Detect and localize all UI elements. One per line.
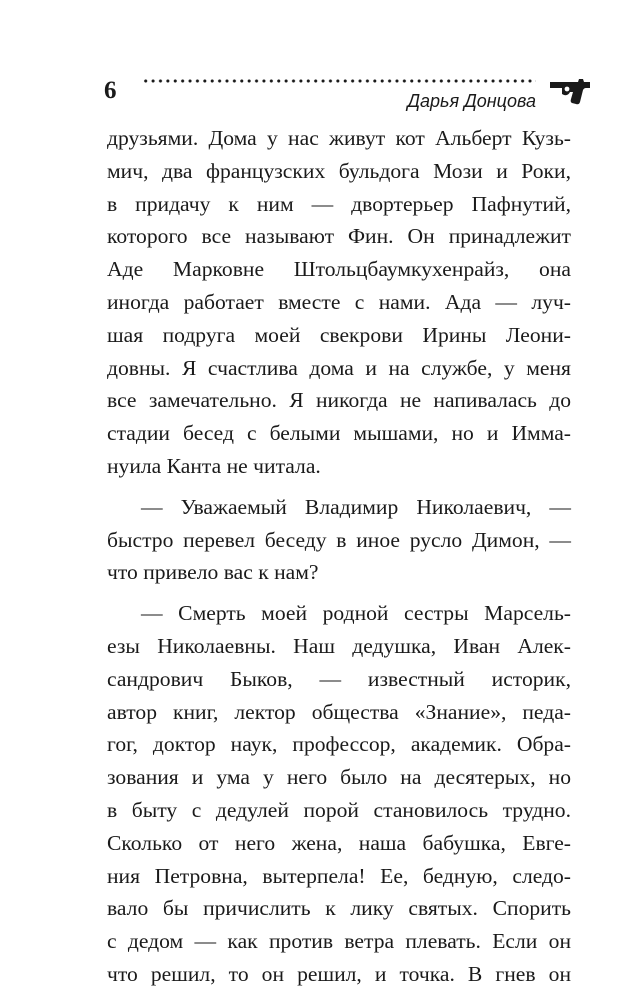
- text-line: что решил, то он решил, и точка. В гнев он: [107, 961, 571, 986]
- text-line: что привело вас к нам?: [107, 560, 319, 585]
- text-line: стадии бесед с белыми мышами, но и Имма-: [107, 421, 571, 446]
- text-line: ния Петровна, вытерпела! Ее, бедную, следо-: [107, 863, 571, 888]
- running-head-author: Дарья Донцова: [407, 91, 536, 111]
- text-line: зования и ума у него было на десятерых, но: [107, 765, 571, 790]
- text-line: езы Николаевны. Наш дедушка, Иван Алек-: [107, 633, 571, 658]
- text-line: иногда работает вместе с нами. Ада — луч-: [107, 289, 571, 314]
- text-line: сандрович Быков, — известный историк,: [107, 666, 571, 691]
- paragraph-gap: [107, 589, 571, 597]
- paragraph-gap: [107, 483, 571, 491]
- text-line: которого все называют Фин. Он принадлежит: [107, 224, 571, 249]
- text-line: гог, доктор наук, профессор, академик. Обра-: [107, 732, 571, 757]
- text-line: в придачу к ним — двортерьер Пафнутий,: [107, 191, 571, 216]
- text-line: с дедом — как против ветра плевать. Если он: [107, 929, 571, 954]
- text-line: быстро перевел беседу в иное русло Димон, —: [107, 527, 571, 552]
- text-line: Сколько от него жена, наша бабушка, Евге-: [107, 830, 571, 855]
- text-line: в быту с дедулей порой становилось трудно.: [107, 797, 571, 822]
- text-line: — Смерть моей родной сестры Марсель-: [141, 601, 571, 626]
- body-text: [107, 122, 571, 991]
- text-line: мич, два французских бульдога Мози и Роки,: [107, 158, 571, 183]
- text-line: нуила Канта не читала.: [107, 453, 321, 478]
- dotted-rule: [142, 78, 536, 84]
- text-line: все замечательно. Я никогда не напивалась до: [107, 388, 571, 413]
- text-line: — Уважаемый Владимир Николаевич, —: [141, 494, 571, 519]
- text-line: вало бы причислить к лику святых. Спорить: [107, 896, 571, 921]
- revolver-icon: [548, 76, 592, 106]
- text-line: автор книг, лектор общества «Знание», педа-: [107, 699, 571, 724]
- text-line: довны. Я счастлива дома и на службе, у меня: [107, 355, 571, 380]
- text-line: Аде Марковне Штольцбаумкухенрайз, она: [107, 257, 571, 282]
- text-line: друзьями. Дома у нас живут кот Альберт Кузь-: [107, 126, 571, 150]
- text-line: шая подруга моей свекрови Ирины Леони-: [107, 322, 571, 347]
- page-number: 6: [104, 77, 117, 104]
